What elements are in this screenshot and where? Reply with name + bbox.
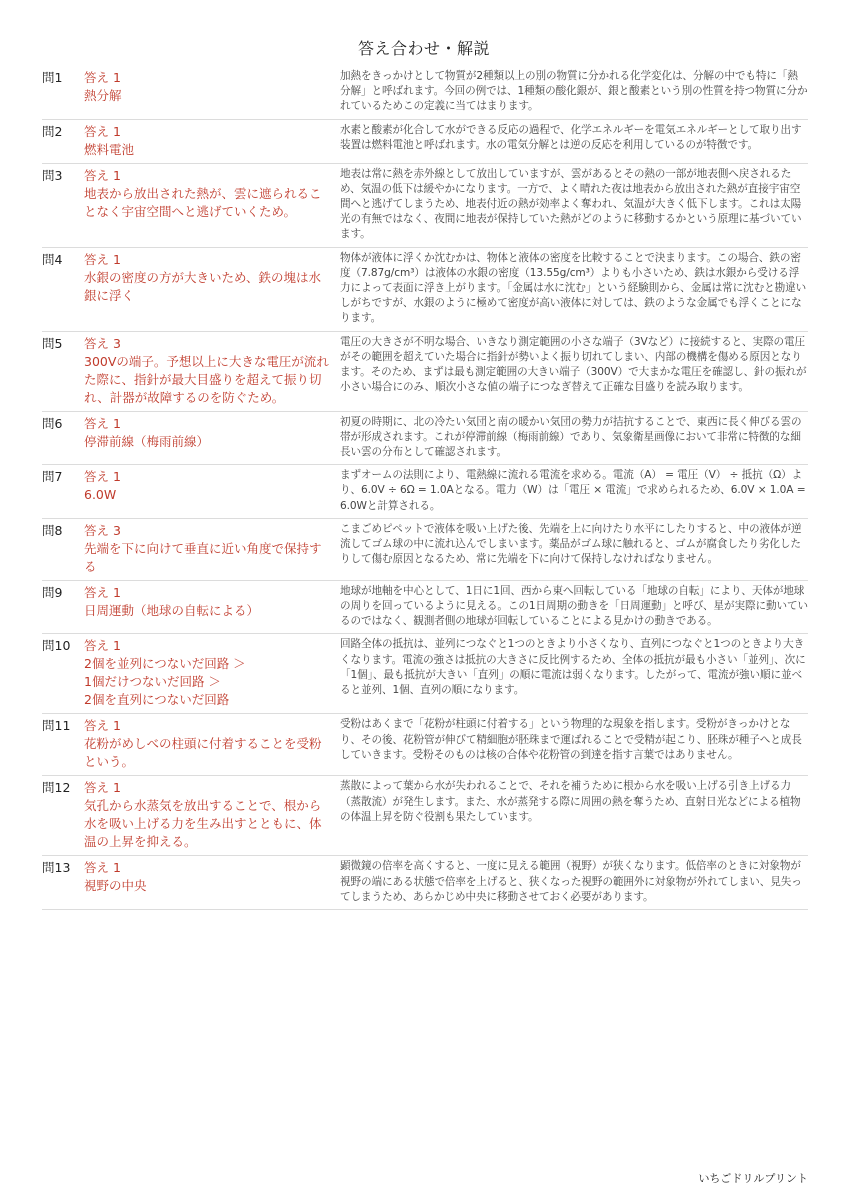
question-number: 問13: [42, 860, 71, 876]
answer-label: 答え 1: [84, 251, 121, 267]
explanation-text: 地球が地軸を中心として、1日に1回、西から東へ回転している「地球の自転」により、天体が地球の周りを回っているように見える。この1日周期の動きを「日周運動」と呼び、星が実際に動いているのではなく、観測者側の地球が回転していることによる見かけの動きである。: [340, 584, 808, 628]
answer-text: 熱分解: [84, 88, 122, 103]
question-row-4: [42, 248, 808, 332]
answer-text: 水銀の密度の方が大きいため、鉄の塊は水銀に浮く: [84, 269, 322, 303]
answer-line: 2個を直列につないだ回路: [84, 692, 230, 708]
answer-text: 視野の中央: [84, 878, 147, 894]
answer-label: 答え 3: [84, 335, 121, 351]
answer-label: 答え 1: [84, 469, 121, 485]
question-number: 問7: [42, 469, 63, 485]
answer-block: [84, 167, 340, 243]
question-number: 問8: [42, 522, 63, 538]
explanation-text: 受粉はあくまで「花粉が柱頭に付着する」という物理的な現象を指します。受粉がきっかけとなり、その後、花粉管が伸びて精細胞が胚珠まで運ばれることで受精が起こり、胚珠が種子へと成長していきます。受粉そのものは核の合体や花粉管の到達を指す言葉ではありません。: [340, 718, 802, 761]
question-row-11: [42, 714, 808, 776]
answer-text: 地表から放出された熱が、雲に遮られることなく宇宙空間へと逃げていくため。: [84, 185, 322, 219]
question-row-9: [42, 581, 808, 635]
answer-label: 答え 1: [84, 584, 121, 600]
question-number: 問2: [42, 123, 63, 139]
answer-label: 答え 1: [84, 638, 121, 654]
question-row-1: [42, 66, 808, 120]
explanation-text: 蒸散によって葉から水が失われることで、それを補うために根から水を吸い上げる引き上げる力（蒸散流）が発生します。また、水が蒸発する際に周囲の熱を奪うため、直射日光などによる植物の体温上昇を防ぐ役割も果たしています。: [340, 780, 801, 823]
answer-text: 気孔から水蒸気を放出することで、根から水を吸い上げる力を生み出すとともに、体温の上昇を抑える。: [84, 798, 322, 850]
answer-block: [84, 335, 340, 407]
answer-block: [84, 859, 340, 905]
page-title: 答え合わせ・解説: [357, 39, 490, 58]
question-row-6: [42, 412, 808, 466]
answer-label: 答え 1: [84, 70, 121, 85]
question-number: 問11: [42, 718, 71, 734]
question-row-8: [42, 519, 808, 581]
question-row-3: [42, 164, 808, 248]
explanation-text: こまごめピペットで液体を吸い上げた後、先端を上に向けたり水平にしたりすると、中の液体が逆流してゴム球の中に流れ込んでしまいます。薬品がゴム球に触れると、ゴムが腐食したり劣化したりして傷む原因となるため、常に先端を下に向けて保持しなければなりません。: [340, 522, 802, 566]
answer-label: 答え 1: [84, 780, 121, 796]
explanation-text: 電圧の大きさが不明な場合、いきなり測定範囲の小さな端子（3Vなど）に接続すると、実際の電圧がその範囲を超えていた場合に指針が勢いよく振り切れてしまい、内部の機構を傷める原因となります。そのため、まずは最も測定範囲の大きい端子（300V）で大まかな電圧を確認し、針の振れが小さい場合にのみ、順次小さな値の端子につなぎ替えて正確な目盛りを読み取ります。: [340, 335, 807, 394]
question-number: 問4: [42, 251, 63, 267]
question-row-2: [42, 120, 808, 164]
answer-block: [84, 779, 340, 851]
answer-block: [84, 468, 340, 514]
answer-text: 花粉がめしべの柱頭に付着することを受粉という。: [84, 736, 322, 770]
answer-block: [84, 415, 340, 461]
question-number: 問9: [42, 584, 63, 600]
answer-block: [84, 123, 340, 159]
explanation-text: 加熱をきっかけとして物質が2種類以上の別の物質に分かれる化学変化は、分解の中でも特に「熱分解」と呼ばれます。今回の例では、1種類の酸化銀が、銀と酸素という別の性質を持つ物質に分かれているためこの定義に当てはまります。: [340, 70, 808, 113]
question-row-5: [42, 332, 808, 412]
answer-label: 答え 1: [84, 860, 121, 876]
answer-text: 燃料電池: [84, 141, 135, 157]
answer-text: 先端を下に向けて垂直に近い角度で保持する: [84, 540, 322, 574]
answer-block: [84, 717, 340, 771]
answer-label: 答え 1: [84, 415, 121, 431]
explanation-text: 物体が液体に浮くか沈むかは、物体と液体の密度を比較することで決まります。この場合、鉄の密度（7.87g/cm³）は液体の水銀の密度（13.55g/cm³）よりも小さいため、鉄は水銀から受ける浮力によって表面に浮き上がります。「金属は水に沈む」という経験則から、金属は常に沈むと勘違いしがちですが、水銀のように極めて密度が高い液体に対しては、鉄のような金属でも浮くことになります。: [340, 251, 807, 325]
explanation-text: 地表は常に熱を赤外線として放出していますが、雲があるとその熱の一部が地表側へ戻されるため、気温の低下は緩やかになります。一方で、よく晴れた夜は地表から放出された熱が直接宇宙空間へと逃げてしまうため、地表付近の熱が効率よく奪われ、気温が大きく低下します。これは太陽光の有無ではなく、夜間に地表が保持していた熱がどのように移動するかという原理に基づいています。: [340, 167, 802, 241]
explanation-text: 顕微鏡の倍率を高くすると、一度に見える範囲（視野）が狭くなります。低倍率のときに対象物が視野の端にある状態で倍率を上げると、狭くなった視野の範囲外に対象物が外れてしまい、見失ってしまうため、あらかじめ中央に移動させておく必要があります。: [340, 860, 802, 903]
question-row-13: [42, 856, 808, 910]
answer-text: 300Vの端子。予想以上に大きな電圧が流れた際に、指針が最大目盛りを超えて振り切れ、計器が故障するのを防ぐため。: [84, 353, 329, 405]
answer-label: 答え 1: [84, 718, 121, 734]
question-row-10: [42, 634, 808, 714]
explanation-text: 水素と酸素が化合して水ができる反応の過程で、化学エネルギーを電気エネルギーとして取り出す装置は燃料電池と呼ばれます。水の電気分解とは逆の反応を利用しているのが特徴です。: [340, 123, 802, 151]
answer-line: 2個を並列につないだ回路 ＞: [84, 656, 246, 672]
question-number: 問10: [42, 638, 71, 654]
answer-block: [84, 69, 340, 115]
question-number: 問6: [42, 415, 63, 431]
question-number: 問1: [42, 70, 63, 85]
question-number: 問12: [42, 780, 71, 796]
answer-block: [84, 637, 340, 709]
explanation-text: 回路全体の抵抗は、並列につなぐと1つのときより小さくなり、直列につなぐと1つのときより大きくなります。電流の強さは抵抗の大きさに反比例するため、全体の抵抗が最も小さい「並列」、次に「1個」、最も抵抗が大きい「直列」の順に電流は弱くなります。したがって、電流が強い順に並べると並列、1個、直列の順になります。: [340, 638, 806, 697]
answer-label: 答え 1: [84, 167, 121, 183]
question-number: 問5: [42, 335, 63, 351]
footer-brand: いちごドリルプリント: [698, 1172, 808, 1185]
explanation-text: 初夏の時期に、北の冷たい気団と南の暖かい気団の勢力が拮抗することで、東西に長く伸びる雲の帯が形成されます。これが停滞前線（梅雨前線）であり、気象衛星画像において非常に特徴的な細長い雲の分布として確認されます。: [340, 415, 802, 459]
question-row-12: [42, 776, 808, 856]
answer-block: [84, 522, 340, 576]
answer-label: 答え 3: [84, 522, 121, 538]
answer-block: [84, 584, 340, 630]
answer-line: 1個だけつないだ回路 ＞: [84, 674, 221, 690]
answer-text: 停滞前線（梅雨前線）: [84, 433, 210, 449]
question-number: 問3: [42, 167, 63, 183]
answer-text: 日周運動（地球の自転による）: [84, 602, 260, 618]
answer-label: 答え 1: [84, 123, 121, 139]
answer-text: 6.0W: [84, 487, 117, 503]
question-row-7: [42, 465, 808, 519]
answer-list: [42, 66, 808, 910]
answer-block: [84, 251, 340, 327]
explanation-text: まずオームの法則により、電熱線に流れる電流を求める。電流（A） = 電圧（V） ÷ 抵抗（Ω）より、6.0V ÷ 6Ω = 1.0Aとなる。電力（W）は「電圧 × 電流」で求められるため、6.0V × 1.0A = 6.0Wと計算される。: [340, 469, 806, 512]
